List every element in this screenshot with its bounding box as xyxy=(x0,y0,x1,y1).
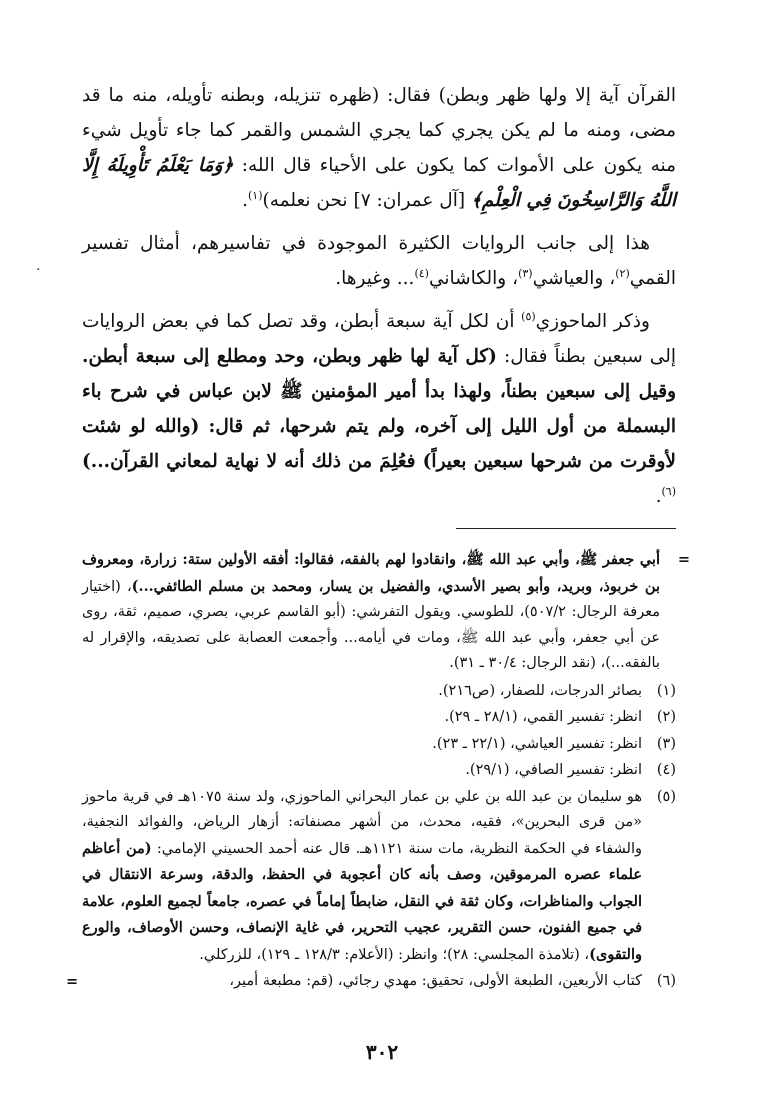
footnote-text xyxy=(82,785,642,969)
continuation-quote: أبي جعفر ﷺ، وأبي عبد الله ﷺ، وانقادوا لهم بالفقه، فقالوا: أفقه الأولين ستة: زرارة، ومعروف بن خربوذ، وبريد، وأبو بصير الأسدي، والفضيل بن يسار، ومحمد بن مسلم الطائفي...) xyxy=(82,551,661,595)
footnote-text: بصائر الدرجات، للصفار، (ص٢١٦). xyxy=(438,682,642,699)
footnote-ref-1[interactable]: (١) xyxy=(247,188,263,202)
footnote-text: كتاب الأربعين، الطبعة الأولى، تحقيق: مهدي رجائي، (قم: مطبعة أمير، xyxy=(229,973,642,989)
footnote-ref-6[interactable]: (٦) xyxy=(661,484,676,498)
footnote-2 xyxy=(82,705,676,731)
margin-mark: · xyxy=(36,262,41,278)
paragraph-2-a: هذا إلى جانب الروايات الكثيرة الموجودة في تفاسيرهم، أمثال تفسير القمي xyxy=(82,233,676,289)
footnote-continuation xyxy=(82,547,690,677)
footnote-number: (٢) xyxy=(656,709,676,725)
footnote-5 xyxy=(82,785,676,969)
footnote-number: (٤) xyxy=(656,762,676,778)
footnote-number: (٦) xyxy=(656,973,676,989)
quran-verse: ﴿وَمَا يَعْلَمُ تَأْوِيلَهُ إِلَّا اللَّهُ وَالرَّاسِخُونَ فِي الْعِلْمِ﴾ xyxy=(82,155,676,211)
paragraph-2-b: ، والعياشي xyxy=(532,268,616,289)
paragraph-1-end: . xyxy=(242,190,248,211)
footnote-separator xyxy=(456,528,676,529)
page-number: ٣٠٢ xyxy=(365,1040,399,1064)
footnote-text: انظر: تفسير الصافي، (٢٩/١). xyxy=(465,762,642,778)
footnote-3 xyxy=(82,732,676,758)
footnote-text: انظر: تفسير العياشي، (٢٢/١ ـ ٢٣). xyxy=(432,735,642,752)
footnote-5-a: هو سليمان بن عبد الله بن علي بن عمار البحراني الماحوزي، ولد سنة ١٠٧٥هـ في قرية ماحوز «من قرى البحرين»، فقيه، محدث، من أشهر مصنفاته: أزهار الرياض، والفوائد النجفية، والشفاء في الحكمة النظرية، مات سنة ١١٢١هـ. قال عنه أحمد الحسيني الإمامي: xyxy=(82,788,642,857)
footnote-number: (١) xyxy=(656,682,676,699)
paragraph-2 xyxy=(82,226,676,296)
footnote-6 xyxy=(66,969,676,995)
footnote-text: انظر: تفسير القمي، (٢٨/١ ـ ٢٩). xyxy=(444,709,642,725)
footnote-ref-4[interactable]: (٤) xyxy=(414,266,429,280)
paragraph-1-tail: [آل عمران: ٧] نحن نعلمه) xyxy=(262,190,471,211)
paragraph-1-text: القرآن آية إلا ولها ظهر وبطن) فقال: (ظهره تنزيله، وبطنه تأويله، منه ما قد مضى، ومنه ما لم يكن يجري كما يجري الشمس والقمر كما جاء تأويل شيء منه يكون على الأموات كما يكون على الأحياء قال الله: xyxy=(82,85,676,176)
footnote-5-quote: (من أعاظم علماء عصره المرموقين، وصف بأنه كان أعجوبة في الحفظ، والدقة، وسرعة الانتقال في الجواب والمناظرات، وكان ثقة في النقل، ضابطاً إماماً في عصره، جامعاً لجميع العلوم، علامة في جميع الفنون، حسن التقرير، عجيب التحرير، في غاية الإنصاف، وحسن الأوصاف، والورع والتقوى) xyxy=(82,839,642,963)
continued-mark: = xyxy=(66,973,79,990)
footnote-4 xyxy=(82,758,676,784)
paragraph-2-d: ... وغيرها. xyxy=(335,268,415,289)
paragraph-3-quote: (كل آية لها ظهر وبطن، وحد ومطلع إلى سبعة أبطن. وقيل إلى سبعين بطناً، ولهذا بدأ أمير المؤمنين ﷺ لابن عباس في شرح باء البسملة من أول الليل إلى آخره، ولم يتم شرحها، ثم قال: (والله لو شئت لأوقرت من شرحها سبعين بعيراً) فعُلِمَ من ذلك أنه لا نهاية لمعاني القرآن...) xyxy=(82,346,676,472)
footnote-number: (٥) xyxy=(656,788,676,805)
paragraph-1 xyxy=(82,78,676,218)
paragraph-3-a: وذكر الماحوزي xyxy=(535,311,650,332)
footnote-1 xyxy=(82,679,676,705)
paragraph-2-c: ، والكاشاني xyxy=(428,268,519,289)
footnotes xyxy=(66,547,690,995)
paragraph-3 xyxy=(82,304,676,514)
main-text xyxy=(82,78,676,514)
footnote-ref-2[interactable]: (٢) xyxy=(615,266,630,280)
footnote-number: (٣) xyxy=(656,735,676,752)
paragraph-3-b: أن لكل آية سبعة أبطن، وقد تصل كما في بعض الروايات إلى سبعين بطناً فقال: xyxy=(82,311,677,367)
continuation-mark: = xyxy=(677,551,690,568)
footnote-ref-5[interactable]: (٥) xyxy=(521,309,536,323)
continuation-rest: ، (اختيار معرفة الرجال: ٥٠٧/٢)، للطوسي. ويقول التفرشي: (أبو القاسم عربي، بصري، صميم، ثقة، روى عن أبي جعفر، وأبي عبد الله ﷺ، ومات في أيامه... وأجمعت العصابة على تصديقه، والإقرار له بالفقه...)، (نقد الرجال: ٣٠/٤ ـ ٣١). xyxy=(82,578,660,671)
footnote-ref-3[interactable]: (٣) xyxy=(518,266,533,280)
footnote-5-c: ، (تلامذة المجلسي: ٢٨)؛ وانظر: (الأعلام: ١٢٨/٣ ـ ١٢٩)، للزركلي. xyxy=(199,946,590,963)
paragraph-3-end: . xyxy=(655,486,662,507)
